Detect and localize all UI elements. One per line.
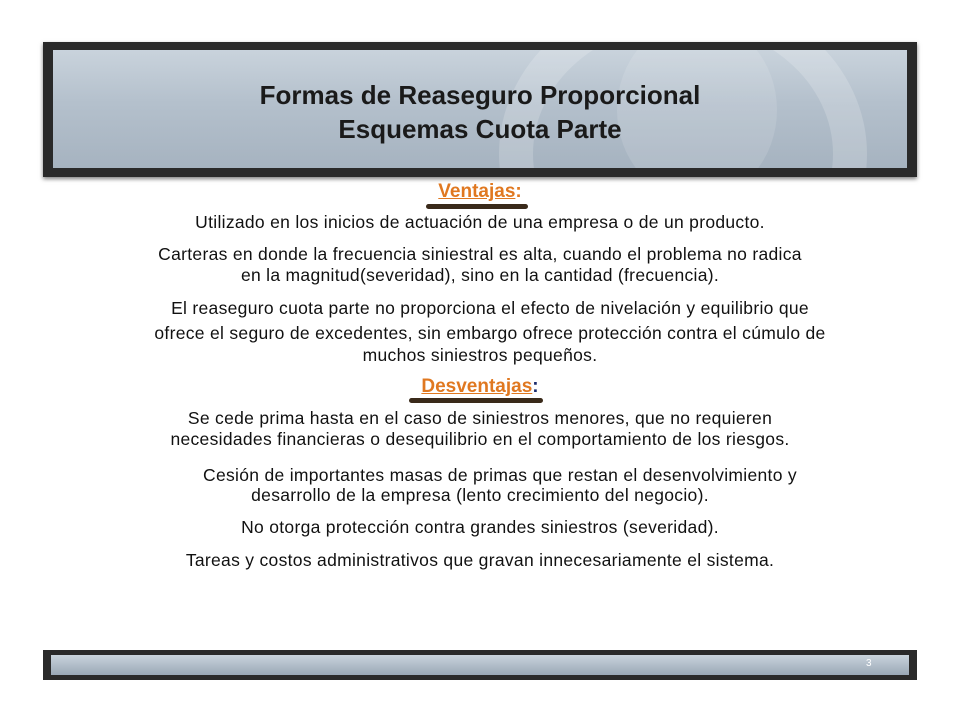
- title-banner-background: [53, 50, 907, 168]
- title-line-2: Esquemas Cuota Parte: [338, 114, 622, 144]
- ventaja-3-line2: ofrece el seguro de excedentes, sin embargo ofrece protección contra el cúmulo de: [154, 323, 826, 343]
- desventajas-heading: [0, 376, 960, 398]
- desventaja-4: Tareas y costos administrativos que gravan innecesariamente el sistema.: [185, 550, 775, 570]
- footer-bar-background: [51, 655, 909, 675]
- ventaja-3-line3: muchos siniestros pequeños.: [362, 345, 598, 365]
- desventajas-underline: [409, 398, 543, 403]
- desventajas-label: Desventajas: [421, 376, 533, 397]
- ventaja-2-line1: Carteras en donde la frecuencia siniestral es alta, cuando el problema no radica: [158, 244, 802, 264]
- desventaja-3: No otorga protección contra grandes siniestros (severidad).: [241, 517, 719, 537]
- slide-title: [53, 78, 907, 146]
- ventajas-label: Ventajas: [438, 181, 516, 202]
- ventaja-3-line1: El reaseguro cuota parte no proporciona el efecto de nivelación y equilibrio que: [171, 298, 809, 318]
- page-number: 3: [866, 658, 872, 669]
- ventaja-2-line2: en la magnitud(severidad), sino en la cantidad (frecuencia).: [240, 265, 720, 285]
- desventaja-2-line1: Cesión de importantes masas de primas que restan el desenvolvimiento y: [203, 465, 797, 485]
- desventajas-colon: :: [532, 376, 539, 397]
- desventaja-1-line1: Se cede prima hasta en el caso de siniestros menores, que no requieren: [187, 408, 773, 428]
- desventaja-2-line2: desarrollo de la empresa (lento crecimiento del negocio).: [251, 485, 709, 505]
- desventaja-1-line2: necesidades financieras o desequilibrio en el comportamiento de los riesgos.: [170, 429, 790, 449]
- ventajas-underline: [426, 204, 528, 209]
- title-banner: [43, 42, 917, 177]
- title-line-1: Formas de Reaseguro Proporcional: [259, 80, 701, 110]
- footer-bar: [43, 650, 917, 680]
- ventajas-colon: :: [515, 181, 522, 202]
- ventaja-1: Utilizado en los inicios de actuación de una empresa o de un producto.: [195, 212, 765, 232]
- ventajas-heading: [0, 181, 960, 203]
